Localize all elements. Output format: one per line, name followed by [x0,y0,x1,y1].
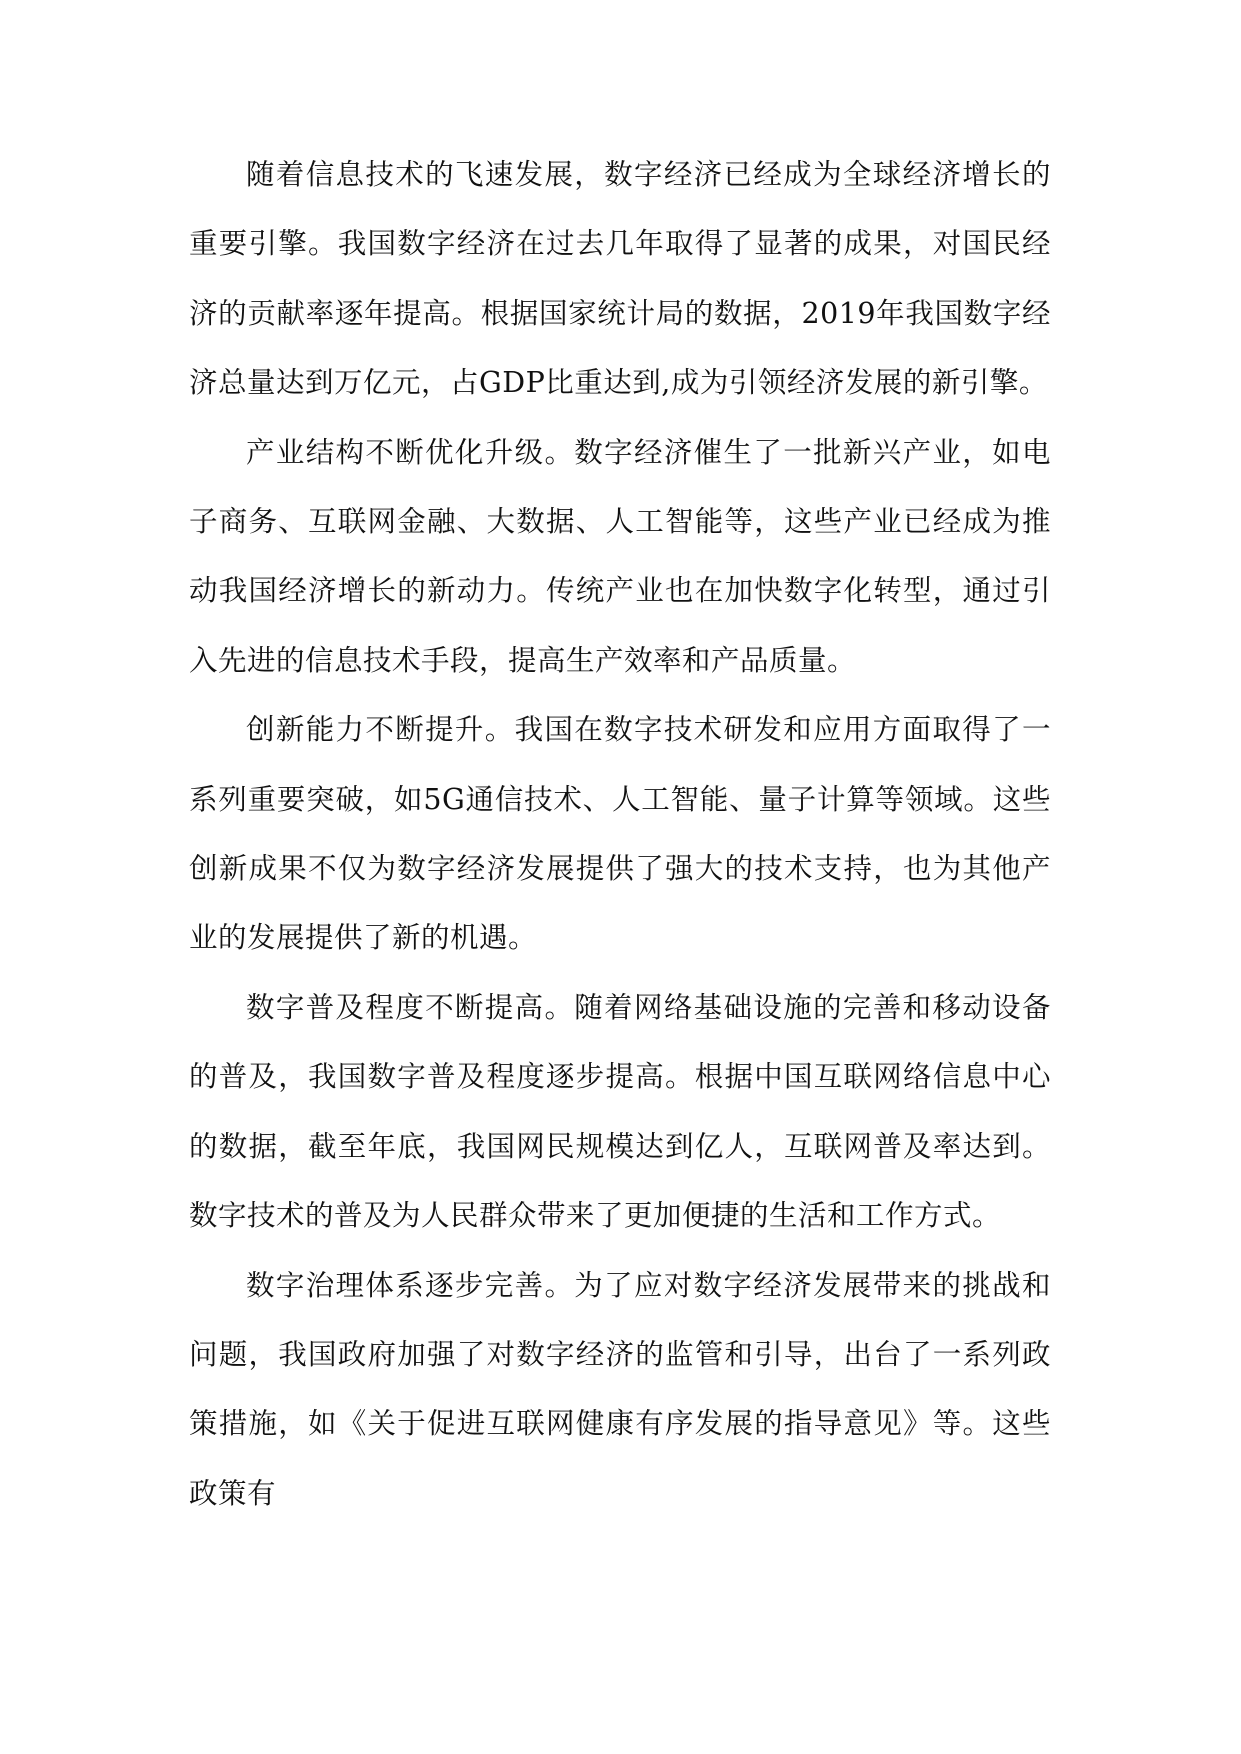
paragraph-digital-economy-overview: 随着信息技术的飞速发展，数字经济已经成为全球经济增长的重要引擎。我国数字经济在过去几年取得了显著的成果，对国民经济的贡献率逐年提高。根据国家统计局的数据，2019年我国数字经济总量达到万亿元，占GDP比重达到,成为引领经济发展的新引擎。 [189,158,1051,400]
paragraph-digital-governance: 数字治理体系逐步完善。为了应对数字经济发展带来的挑战和问题，我国政府加强了对数字经济的监管和引导，出台了一系列政策措施，如《关于促进互联网健康有序发展的指导意见》等。这些政策有 [189,1268,1051,1510]
document-body [189,140,1051,1528]
paragraph-innovation-capability: 创新能力不断提升。我国在数字技术研发和应用方面取得了一系列重要突破，如5G通信技术、人工智能、量子计算等领域。这些创新成果不仅为数字经济发展提供了强大的技术支持，也为其他产业的发展提供了新的机遇。 [189,713,1051,955]
paragraph-digital-penetration: 数字普及程度不断提高。随着网络基础设施的完善和移动设备的普及，我国数字普及程度逐步提高。根据中国互联网络信息中心的数据，截至年底，我国网民规模达到亿人，互联网普及率达到。数字技术的普及为人民群众带来了更加便捷的生活和工作方式。 [189,990,1051,1233]
paragraph-industrial-structure: 产业结构不断优化升级。数字经济催生了一批新兴产业，如电子商务、互联网金融、大数据、人工智能等，这些产业已经成为推动我国经济增长的新动力。传统产业也在加快数字化转型，通过引入先进的信息技术手段，提高生产效率和产品质量。 [189,435,1051,677]
